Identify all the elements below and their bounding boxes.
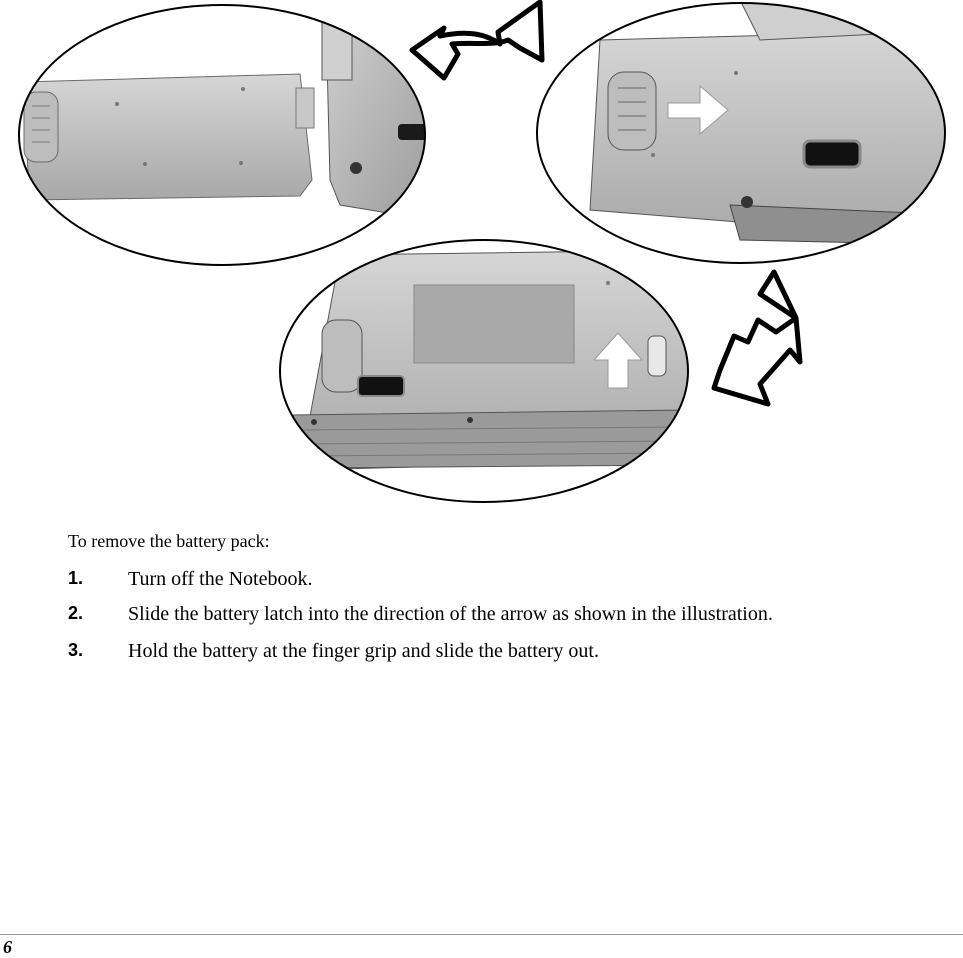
step-text: Hold the battery at the finger grip and slide the battery out. [128,640,599,662]
step-text: Slide the battery latch into the direction of the arrow as shown in the illustration. [128,603,773,625]
step-text: Turn off the Notebook. [128,568,313,590]
instructions-intro: To remove the battery pack: [68,531,270,551]
step-number: 2. [68,603,84,623]
step-number: 1. [68,568,84,588]
curved-arrow-icon [714,272,800,404]
page-number: 6 [3,937,12,957]
photo-battery-detached [0,0,432,270]
footer-divider [0,934,963,935]
photo-battery-latch-slide [537,0,960,270]
step-number: 3. [68,640,84,660]
photo-battery-latch-up [280,240,690,505]
curved-arrow-icon [412,2,542,78]
